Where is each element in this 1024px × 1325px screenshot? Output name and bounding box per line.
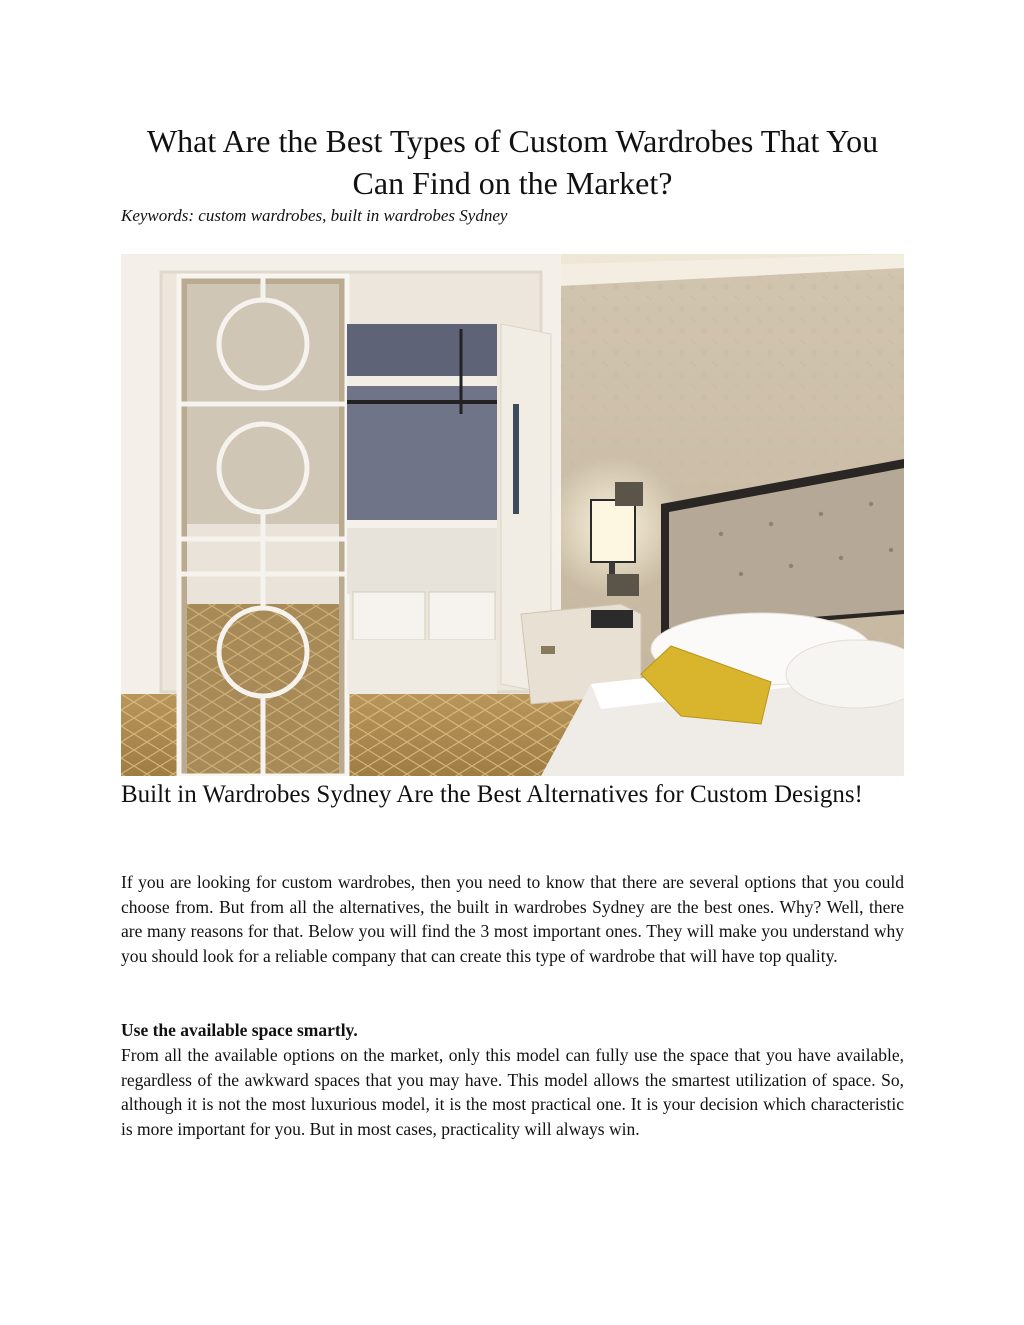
wall-lamp: [591, 500, 635, 562]
intro-paragraph: If you are looking for custom wardrobes, then you need to know that there are several options that you could choose from. But from all the alternatives, the built in wardrobes Sydney are the best ones. Why? Well, there are many reasons for that. Below you will find the 3 most important ones. They will make you understand why you should look for a reliable company that can create this type of wardrobe that will have top quality.: [121, 872, 904, 966]
section-title: Use the available space smartly.: [121, 1020, 358, 1040]
section-heading: Built in Wardrobes Sydney Are the Best Alternatives for Custom Designs!: [121, 781, 863, 808]
section-paragraph: From all the available options on the market, only this model can fully use the space that you have available, regardless of the awkward spaces that you may have. This model allows the smartest utilization of space. So, although it is not the most luxurious model, it is the most practical one. It is your decision which characteristic is more important for you. But in most cases, practicality will always win.: [121, 1045, 904, 1139]
shelf: [347, 376, 497, 386]
bedroom-illustration: [121, 254, 904, 776]
drawer-left: [353, 592, 425, 640]
page-title: What Are the Best Types of Custom Wardrobes That You Can Find on the Market?: [146, 123, 879, 201]
keywords-line: Keywords: custom wardrobes, built in wardrobes Sydney: [121, 206, 508, 225]
telephone: [591, 610, 633, 628]
bedroom-wardrobe-photo: [121, 254, 904, 776]
drawer-right: [429, 592, 495, 640]
